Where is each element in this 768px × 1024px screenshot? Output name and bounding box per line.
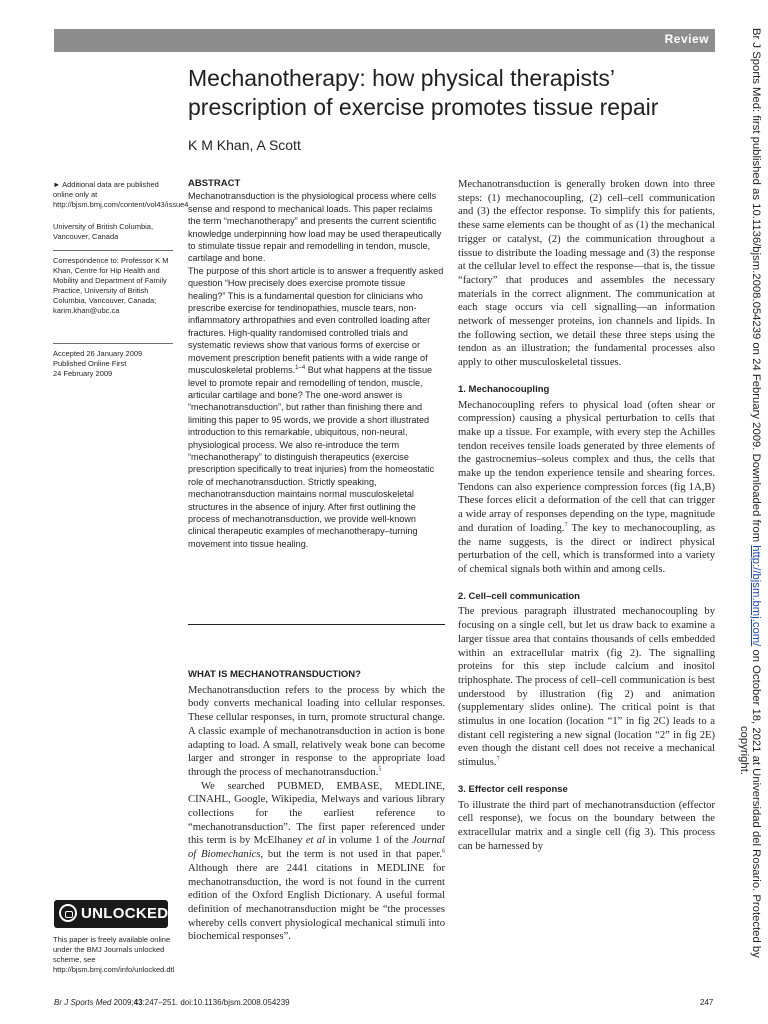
- body-paragraph: [458, 399, 715, 577]
- body-paragraph: [458, 605, 715, 769]
- journal-abbrev: Br J Sports Med: [54, 998, 112, 1007]
- body-text: Mechanocoupling refers to physical load (often shear or compression) causing a physical perturbation to cells that make up a tissue. For example, with every step the Achilles tendon receives tensile loads generated by three elements of the gastrocnemius–soleus complex and thus, the cells that make up the tendon experience tensile and shearing forces. Tendons can also experience compression forces (fig 1A,B) These forces elicit a deformation of the cell that can trigger a wide array of responses depending on the type, magnitude and duration of loading.: [458, 399, 715, 534]
- download-notice-text: on October 18, 2021 at Universidad del Rosario. Protected by: [750, 646, 762, 958]
- body-text: The key to mechanocoupling, as the name suggests, is the direct or indirect physical perturbation of the cell, which is transformed into a variety of chemical signals both within and among cells.: [458, 522, 715, 575]
- supplementary-note: [53, 180, 189, 210]
- page-number: 247: [700, 998, 714, 1007]
- section-header-bar: [54, 29, 715, 52]
- published-online-date: 24 February 2009: [53, 369, 113, 378]
- right-column: [458, 178, 715, 853]
- unlocked-logo: [54, 900, 168, 928]
- journal-link[interactable]: http://bjsm.bmj.com/: [750, 545, 762, 647]
- abstract-paragraph-2: [188, 265, 445, 550]
- article-title: Mechanotherapy: how physical therapists’ prescription of exercise promotes tissue repair: [188, 65, 659, 120]
- section-heading: 3. Effector cell response: [458, 783, 568, 795]
- abstract: [188, 178, 445, 550]
- download-notice-line-2: copyright.: [738, 726, 750, 775]
- supplementary-note-text: ► Additional data are published online only at http://bjsm.bmj.com/content/vol43/issue4: [53, 180, 189, 209]
- article-authors: K M Khan, A Scott: [188, 137, 301, 153]
- citation-volume: 43: [133, 998, 143, 1007]
- body-text: We searched PUBMED, EMBASE, MEDLINE, CINAHL, Google, Wikipedia, Melways and various library collections for the earliest reference to “mechanotransduction”. The first paper referenced under this term is by McElhaney: [188, 780, 445, 847]
- section-heading: WHAT IS MECHANOTRANSDUCTION?: [188, 669, 361, 680]
- abstract-text: The purpose of this short article is to answer a frequently asked question “How precisely does exercise promote tissue healing?” This is a fundamental question for clinicians who prescribe exercise for tendinopathies, muscle tears, non-inflammatory arthropathies and even controlled loading after fractures. High-quality randomised controlled trials and systematic reviews show that various forms of exercise or movement prescription benefit patients with a wide range of musculoskeletal problems.: [188, 265, 444, 376]
- unlocked-label: UNLOCKED: [81, 905, 169, 922]
- reference-marker: 5: [378, 766, 382, 773]
- unlocked-note: [53, 935, 173, 975]
- section-heading: 2. Cell–cell communication: [458, 590, 580, 602]
- sidebar-divider: [53, 343, 173, 344]
- lock-icon: [59, 904, 77, 922]
- body-text: in volume 1 of the: [328, 835, 409, 847]
- reference-marker: 7: [564, 522, 568, 529]
- reference-marker: 1–4: [295, 365, 306, 372]
- body-paragraph: [188, 780, 445, 944]
- abstract-heading: ABSTRACT: [188, 178, 241, 189]
- body-text: The previous paragraph illustrated mechanocoupling by focusing on a single cell, but let us draw back to examine a larger tissue area that contains thousands of cells embedded within an extracellular matrix (fig 2). The signalling proteins for this step include calcium and inositol triphosphate. The process of cell–cell communication is best understood by illustration (fig 2) and animation (supplementary slides online). The critical point is that stimulus in one location (location “1” in fig 2C) leads to a distant cell registering a new signal (location “2” in fig 2E) even though the distant cell does not receive a mechanical stimulus.: [458, 606, 715, 769]
- citation-rest: :247–251. doi:10.1136/bjsm.2008.054239: [142, 998, 290, 1007]
- citation-year: 2009;: [113, 998, 134, 1007]
- reference-marker: 7: [496, 756, 500, 763]
- body-paragraph: Mechanotransduction is generally broken down into three steps: (1) mechanocoupling, (2) cell–cell communication and (3) the effector response. To simplify this for patients, these same elements can be thought of as (1) the mechanical trigger or catalyst, (2) the communication throughout a tissue to distribute the loading message and (3) the response at the cellular level to effect the response—that is, the tissue “factory” that produces and assembles the necessary materials in the correct alignment. The communication at each stage occurs via cell signalling—an information network of messenger proteins, ion channels and lipids. In the following section, we detail these three steps using the tendon as an illustration; the fundamental processes also apply to other musculoskeletal tissues.: [458, 179, 715, 369]
- section-what-is-mechanotransduction: [188, 668, 445, 944]
- body-text: Although there are 2441 citations in MEDLINE for mechanotransduction, the word is not found in the current edition of the Oxford English Dictionary. A useful formal definition of mechanotransduction might be “the processes whereby cells convert physiological mechanical stimuli into biochemical responses”.: [188, 862, 445, 943]
- unlocked-note-text: This paper is freely available online under the BMJ Journals unlocked scheme, see http://bjsm.bmj.com/info/unlocked.dtl: [53, 935, 175, 974]
- footer-citation: [54, 998, 290, 1007]
- body-paragraph: To illustrate the third part of mechanotransduction (effector cell response), we focus on the boundary between the extracellular matrix and a single cell (fig 3). This process can be harnessed by: [458, 799, 715, 852]
- download-notice: [738, 28, 764, 988]
- sidebar-divider: [53, 250, 173, 251]
- abstract-divider: [188, 624, 445, 625]
- body-paragraph: [188, 684, 445, 780]
- body-text: , but the term is not used in that paper.: [260, 849, 442, 861]
- reference-marker: 6: [441, 848, 445, 855]
- abstract-text: But what happens at the tissue level to promote repair and remodelling of tendon, muscle, articular cartilage and bone? The one-word answer is “mechanotransduction”, but rather than finishing there and limiting this paper to 95 words, we provide a short illustrated introduction to this remarkable, ubiquitous, non-neural, physiological process. We also re-introduce the term “mechanotherapy” to distinguish therapeutics (exercise prescription specifically to treat injuries) from the homeostatic role of mechanotransduction. Strictly speaking, mechanotransduction maintains normal musculoskeletal structures in the absence of injury. After first outlining the process of mechanotransduction, we provide well-known clinical therapeutic examples of mechanotherapy–turning movement into tissue healing.: [188, 365, 435, 549]
- download-notice-text: Br J Sports Med: first published as 10.1136/bjsm.2008.054239 on 24 February 2009. Downloaded from: [750, 28, 762, 546]
- journal-name: Journal of Biomechanics: [188, 835, 445, 861]
- published-online-label: Published Online First: [53, 359, 127, 368]
- et-al-text: et al: [305, 835, 326, 847]
- publication-dates: [53, 349, 173, 379]
- download-notice-line-1: [750, 28, 762, 988]
- section-heading: 1. Mechanocoupling: [458, 383, 550, 395]
- accepted-date: Accepted 26 January 2009: [53, 349, 143, 358]
- affiliation: [53, 222, 173, 242]
- affiliation-text: University of British Columbia, Vancouver, Canada: [53, 222, 154, 241]
- correspondence: [53, 256, 173, 316]
- section-label: Review: [664, 32, 709, 46]
- correspondence-text: Correspondence to: Professor K M Khan, Centre for Hip Health and Mobility and Department of Family Practice, University of British Columbia, Vancouver, Canada; karim.khan@ubc.ca: [53, 256, 169, 315]
- body-text: Mechanotransduction refers to the process by which the body converts mechanical loading into cellular responses. These cellular responses, in turn, promote structural change. A classic example of mechanotransduction in action is bone adapting to load. A small, relatively weak bone can become larger and stronger in response to the appropriate load through the process of mechanotransduction.: [188, 684, 445, 778]
- abstract-paragraph-1: Mechanotransduction is the physiological process where cells sense and respond to mechanical loads. This paper reclaims the term “mechanotherapy” and presents the current scientific knowledge underpinning how load may be used therapeutically to stimulate tissue repair and remodelling in tendon, muscle, cartilage and bone.: [188, 191, 442, 264]
